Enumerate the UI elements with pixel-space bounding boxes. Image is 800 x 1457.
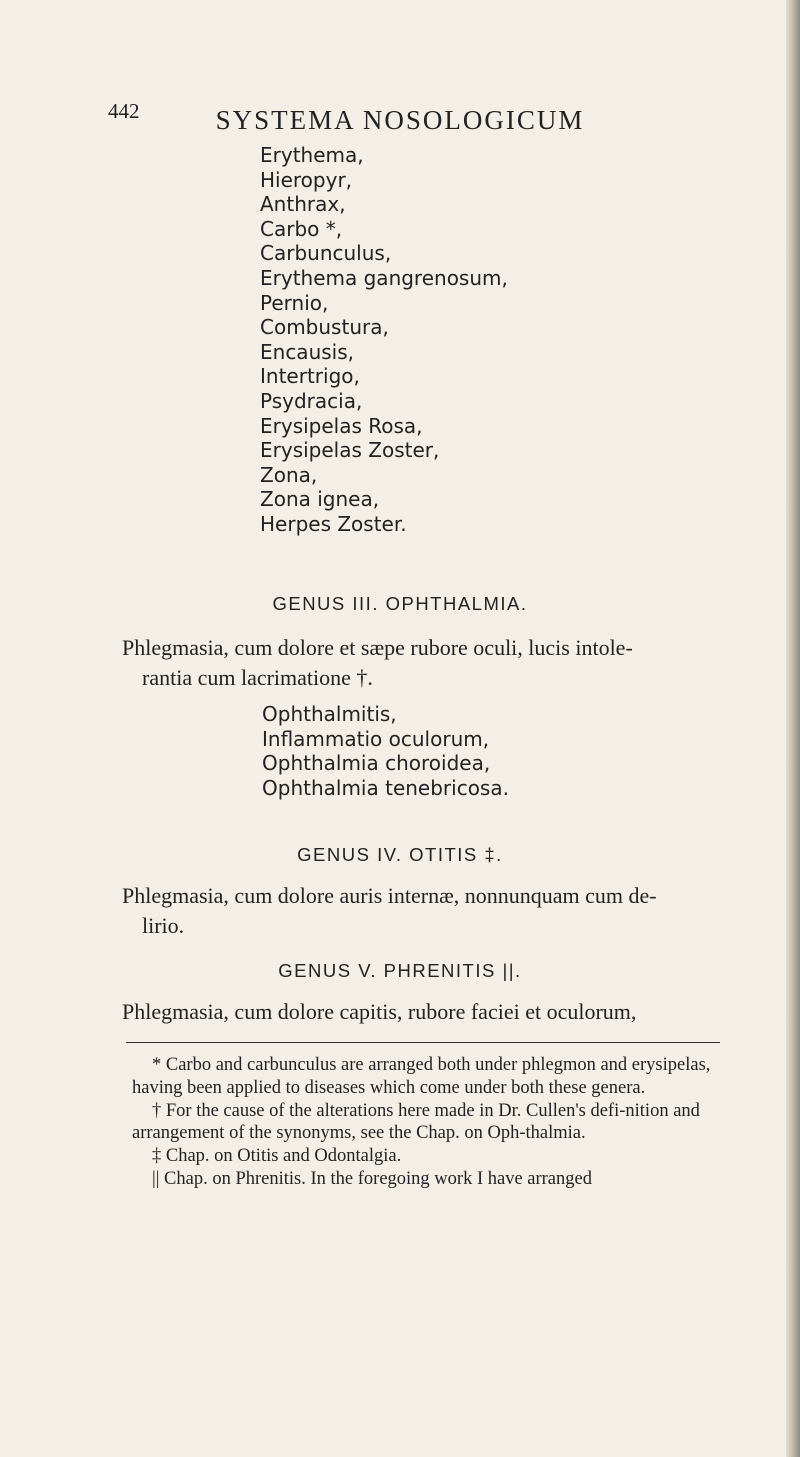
- page-number: 442: [108, 99, 140, 123]
- list-item: Carbo *,: [260, 216, 343, 241]
- definition-otitis: [122, 881, 714, 941]
- list-item: Encausis,: [260, 339, 354, 364]
- definition-line: Phlegmasia, cum dolore auris internæ, nonnunquam cum de-: [122, 883, 657, 908]
- definition-line: lirio.: [142, 913, 185, 938]
- list-item: Zona ignea,: [260, 487, 380, 512]
- footnote: * Carbo and carbunculus are arranged both under phlegmon and erysipelas, having been applied to diseases which come under both these genera.: [132, 1055, 711, 1098]
- synonym-list-top: [260, 143, 508, 537]
- list-item: Hieropyr,: [260, 167, 353, 192]
- genus-heading-ophthalmia: GENUS III. OPHTHALMIA.: [272, 593, 528, 614]
- list-item: Ophthalmitis,: [262, 702, 397, 726]
- list-item: Herpes Zoster.: [260, 511, 407, 536]
- definition-line: rantia cum lacrimatione †.: [142, 665, 373, 690]
- list-item: Carbunculus,: [260, 241, 392, 266]
- definition-ophthalmia: [122, 633, 714, 693]
- list-item: Intertrigo,: [260, 364, 360, 389]
- list-item: Ophthalmia choroidea,: [262, 751, 491, 776]
- footnote: || Chap. on Phrenitis. In the foregoing work I have arranged: [152, 1168, 592, 1189]
- footnote-divider: [126, 1042, 720, 1043]
- genus-heading-otitis: GENUS IV. OTITIS ‡.: [297, 844, 503, 865]
- list-item: Inflammatio oculorum,: [262, 726, 490, 751]
- list-item: Erysipelas Rosa,: [260, 413, 423, 438]
- list-item: Zona,: [260, 462, 318, 487]
- list-item: Combustura,: [260, 315, 389, 340]
- footnote: ‡ Chap. on Otitis and Odontalgia.: [152, 1146, 402, 1167]
- list-item: Erysipelas Zoster,: [260, 438, 440, 463]
- definition-phrenitis: [122, 997, 714, 1027]
- list-item: Anthrax,: [260, 192, 346, 217]
- list-item: Erythema gangrenosum,: [260, 265, 508, 290]
- synonym-list-ophthalmia: [262, 702, 509, 800]
- page-gutter-shadow: [786, 0, 800, 1457]
- list-item: Psydracia,: [260, 388, 363, 413]
- list-item: Ophthalmia tenebricosa.: [262, 775, 509, 800]
- footnote: † For the cause of the alterations here made in Dr. Cullen's defi-nition and arrangement of the synonyms, see the Chap. on Oph-thalmia.: [132, 1100, 700, 1144]
- running-head: SYSTEMA NOSOLOGICUM: [215, 105, 585, 135]
- definition-line: Phlegmasia, cum dolore et sæpe rubore oculi, lucis intole-: [122, 635, 633, 660]
- definition-line: Phlegmasia, cum dolore capitis, rubore faciei et oculorum,: [122, 999, 637, 1024]
- list-item: Erythema,: [260, 143, 364, 167]
- genus-heading-phrenitis: GENUS V. PHRENITIS ||.: [278, 960, 522, 981]
- footnotes: [132, 1054, 722, 1191]
- list-item: Pernio,: [260, 290, 329, 315]
